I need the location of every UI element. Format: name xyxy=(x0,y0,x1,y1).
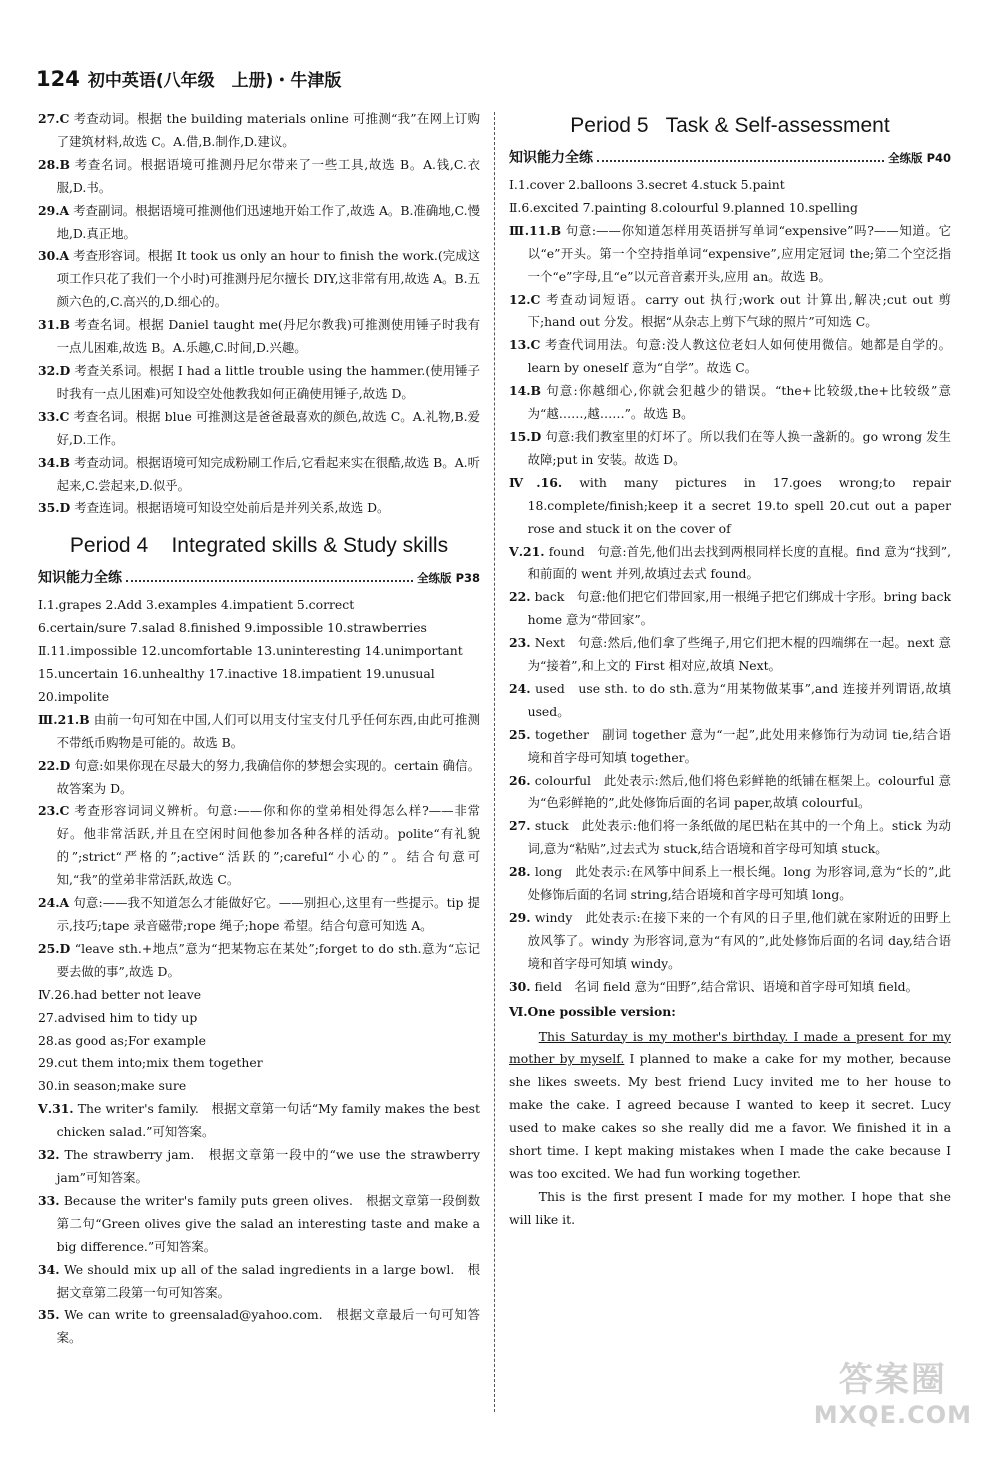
answer-entry xyxy=(509,586,951,632)
answer-text: Because the writer's family puts green olives. 根据文章第一段倒数第二句“Green olives give the salad an interesting taste and make a big difference.”可知答案。 xyxy=(56,1192,480,1254)
answer-line: Ⅱ.6.excited 7.painting 8.colourful 9.planned 10.spelling xyxy=(509,199,858,215)
answer-number: 34.B xyxy=(38,454,71,470)
answer-line: Ⅳ.26.had better not leave xyxy=(38,986,202,1002)
answer-entry xyxy=(38,1190,480,1259)
section-header xyxy=(38,566,480,590)
answer-text: 考查动词。根据语境可知完成粉刷工作后,它看起来实在很酷,故选 B。A.听起来,C.尝起来,D.似乎。 xyxy=(56,454,480,493)
answer-entry xyxy=(509,472,951,541)
answer-entry xyxy=(38,314,480,360)
answer-text: 考查名词。根据语境可推测丹尼尔带来了一些工具,故选 B。A.钱,C.衣服,D.书。 xyxy=(56,156,480,195)
answer-number: 22. xyxy=(509,589,531,605)
answer-number: 25. xyxy=(509,726,531,742)
essay-underlined: This Saturday is my mother's birthday. I made a present for my mother by myself. xyxy=(509,1028,951,1067)
answer-line: 27.advised him to tidy up xyxy=(38,1009,198,1025)
answer-number: 35. xyxy=(38,1307,60,1323)
answer-line: Ⅰ.1.grapes 2.Add 3.examples 4.impatient 5.correct xyxy=(38,597,355,613)
answer-line: 30.in season;make sure xyxy=(38,1078,187,1094)
answer-entry xyxy=(509,289,951,335)
answer-line: 6.certain/sure 7.salad 8.finished 9.impossible 10.strawberries xyxy=(38,620,427,636)
answer-text: stuck 此处表示:他们将一条纸做的尾巴粘在其中的一个角上。stick 为动词,意为“粘贴”,过去式为 stuck,结合语境和首字母可知填 stuck。 xyxy=(527,818,951,857)
answer-text: long 此处表示:在风筝中间系上一根长绳。long 为形容词,意为“长的”,此处修饰后面的名词 string,结合语境和首字母可知填 long。 xyxy=(527,864,951,903)
answer-text: The writer's family. 根据文章第一句话“My family makes the best chicken salad.”可知答案。 xyxy=(56,1101,480,1140)
answer-text: “leave sth.+地点”意为“把某物忘在某处”;forget to do sth.意为“忘记要去做的事”,故选 D。 xyxy=(56,940,480,979)
essay-label: Ⅵ.One possible version: xyxy=(509,1003,676,1019)
answer-text: 由前一句可知在中国,人们可以用支付宝支付几乎任何东西,由此可推测不带纸币购物是可能的。故选 B。 xyxy=(56,711,480,750)
answer-entry xyxy=(38,406,480,452)
answer-number: Ⅲ.21.B xyxy=(38,711,90,727)
answer-text: The strawberry jam. 根据文章第一段中的“we use the strawberry jam”可知答案。 xyxy=(56,1147,480,1185)
reading-answers xyxy=(38,1098,480,1350)
answer-line: 28.as good as;For example xyxy=(38,1032,206,1048)
answer-entry xyxy=(509,334,951,380)
answer-entry xyxy=(38,1098,480,1144)
answer-text: windy 此处表示:在接下来的一个有风的日子里,他们就在家附近的田野上放风筝了。windy 为形容词,意为“有风的”,此处修饰后面的名词 day,结合语境和首字母可知填 windy。 xyxy=(527,910,951,971)
answer-entry xyxy=(38,497,480,520)
answer-number: 25.D xyxy=(38,940,71,956)
answer-text: 考查名词。根据 blue 可推测这是爸爸最喜欢的颜色,故选 C。A.礼物,B.爱好,D.工作。 xyxy=(56,408,480,447)
answer-number: 24. xyxy=(509,680,531,696)
answer-text: 句意:如果你现在尽最大的努力,我确信你的梦想会实现的。certain 确信。故答案为 D。 xyxy=(56,757,480,796)
essay-paragraph: This is the first present I made for my mother. I hope that she will like it. xyxy=(509,1188,951,1227)
answer-entry xyxy=(38,245,480,314)
answer-entry xyxy=(509,724,951,770)
answer-number: 30.A xyxy=(38,248,70,264)
answer-text: 句意:你越细心,你就会犯越少的错误。“the+比较级,the+比较级”意为“越……,越……”。故选 B。 xyxy=(527,383,951,422)
answer-line: Ⅰ.1.cover 2.balloons 3.secret 4.stuck 5.paint xyxy=(509,177,785,192)
answer-text: We can write to greensalad@yahoo.com. 根据文章最后一句可知答案。 xyxy=(56,1307,480,1346)
answer-entry xyxy=(38,1259,480,1305)
page-header xyxy=(36,66,341,91)
answer-number: 26. xyxy=(509,772,531,788)
answer-entry xyxy=(38,452,480,498)
answer-entry xyxy=(509,907,951,976)
section-ref: 全练版 P40 xyxy=(888,151,951,165)
answer-text: colourful 此处表示:然后,他们将色彩鲜艳的纸铺在框架上。colourful 意为“色彩鲜艳的”,此处修饰后面的名词 paper,故填 colourful。 xyxy=(527,772,951,811)
answer-number: 27.C xyxy=(38,111,70,126)
section-ref: 全练版 P38 xyxy=(417,571,480,586)
essay-text: I planned to make a cake for my mother, because she likes sweets. My best friend Lucy invited me to her house to make the cake. I agreed because I wanted to keep it secret. Lucy used to make cakes so she really did me a favor. We finished it in a short time. I kept making mistakes when I made the cake because I was too excited. We had fun working together. xyxy=(509,1051,951,1181)
answer-text: back 句意:他们把它们带回家,用一根绳子把它们绑成十字形。bring back home 意为“带回家”。 xyxy=(527,589,951,628)
answer-number: 22.D xyxy=(38,757,71,773)
left-column xyxy=(38,108,480,1350)
answer-entry xyxy=(38,892,480,938)
answer-number: Ⅴ.31. xyxy=(38,1101,74,1117)
phrase-answers xyxy=(38,984,480,1099)
answer-text: found 句意:首先,他们出去找到两根同样长度的直棍。find 意为“找到”,和前面的 went 并列,故填过去式 found。 xyxy=(527,543,952,582)
answer-number: 35.D xyxy=(38,500,71,516)
answer-number: 13.C xyxy=(509,337,541,353)
answer-number: 32. xyxy=(38,1147,60,1163)
answer-entry xyxy=(38,800,480,892)
answer-entry xyxy=(509,220,951,289)
answer-text: 考查关系词。根据 I had a little trouble using the hammer.(使用锤子时我有一点儿困难)可知设空处他教我如何正确使用锤子,故选 D。 xyxy=(56,362,480,401)
dotted-leader xyxy=(597,160,884,162)
answer-number: 31.B xyxy=(38,317,71,333)
period-4-title: Period 4 Integrated skills & Study skills xyxy=(69,534,449,558)
answer-number: 27. xyxy=(509,818,531,834)
answer-number: Ⅲ.11.B xyxy=(509,222,562,238)
answer-number: 30. xyxy=(509,978,531,994)
section-title: 知识能力全练 xyxy=(509,150,593,166)
answer-entry xyxy=(38,108,480,154)
section-header xyxy=(509,146,951,170)
answer-entry xyxy=(38,1144,480,1190)
answer-entry xyxy=(509,541,951,587)
answer-entry xyxy=(38,200,480,246)
answer-text: 考查名词。根据 Daniel taught me(丹尼尔教我)可推测使用锤子时我有一点儿困难,故选 B。A.乐趣,C.时间,D.兴趣。 xyxy=(56,317,480,356)
answer-entry xyxy=(509,426,951,472)
answer-number: 12.C xyxy=(509,291,541,307)
answer-number: Ⅳ.16. xyxy=(509,474,563,490)
watermark-logo xyxy=(814,1352,972,1429)
answer-entry xyxy=(509,632,951,678)
answer-number: 33. xyxy=(38,1192,60,1208)
answer-entry xyxy=(38,709,480,755)
answer-text: field 名词 field 意为“田野”,结合常识、语境和首字母可知填 field。 xyxy=(534,978,919,994)
answer-number: 23. xyxy=(509,635,531,651)
answer-entry xyxy=(509,678,951,724)
answer-text: used use sth. to do sth.意为“用某物做某事”,and 连接并列谓语,故填 used。 xyxy=(527,680,951,719)
answers-27-35 xyxy=(38,108,480,520)
answer-text: 考查形容词词义辨析。句意:——你和你的堂弟相处得怎么样?——非常好。他非常活跃,并且在空闲时间他参加各种各样的活动。polite“有礼貌的”;strict“严格的”;active“活跃的”;careful“小心的”。结合句意可知,“我”的堂弟非常活跃,故选 C。 xyxy=(56,803,480,888)
answers-11-30 xyxy=(509,220,951,999)
answer-number: 29.A xyxy=(38,202,70,218)
answer-number: 23.C xyxy=(38,803,70,819)
answer-entry xyxy=(509,976,951,999)
right-column xyxy=(509,108,951,1232)
answer-entry xyxy=(38,154,480,200)
answer-entry xyxy=(509,380,951,426)
vocab-answers xyxy=(38,594,480,709)
answer-text: We should mix up all of the salad ingredients in a large bowl. 根据文章第二段第一句可知答案。 xyxy=(56,1261,480,1300)
answer-text: together 副词 together 意为“一起”,此处用来修饰行为动词 tie,结合语境和首字母可知填 together。 xyxy=(527,726,951,765)
answer-number: 29. xyxy=(509,910,531,925)
answer-entry xyxy=(509,815,951,861)
answer-text: Next 句意:然后,他们拿了些绳子,用它们把木棍的四端绑在一起。next 意为“接着”,和上文的 First 相对应,故填 Next。 xyxy=(527,635,951,674)
answer-number: 15.D xyxy=(509,428,542,444)
period-5-title: Period 5 Task & Self-assessment xyxy=(570,114,890,137)
answer-line: 29.cut them into;mix them together xyxy=(38,1055,263,1071)
answer-text: 句意:我们教室里的灯坏了。所以我们在等人换一盏新的。go wrong 发生故障;put in 安装。故选 D。 xyxy=(527,428,951,467)
book-title: 初中英语(八年级 上册)・牛津版 xyxy=(87,71,342,91)
choice-answers xyxy=(38,709,480,984)
page-number: 124 xyxy=(36,67,80,91)
answer-text: 考查动词。根据 the building materials online 可推测“我”在网上订购了建筑材料,故选 C。A.借,B.制作,D.建议。 xyxy=(56,111,480,149)
answer-line: 15.uncertain 16.unhealthy 17.inactive 18.impatient 19.unusual xyxy=(38,666,435,682)
answer-text: with many pictures in 17.goes wrong;to repair 18.complete/finish;keep it a secret 19.to spell 20.cut out a paper rose and stuck it on the cover of xyxy=(527,474,951,536)
answer-number: 32.D xyxy=(38,362,71,378)
answer-number: Ⅴ.21. xyxy=(509,543,545,559)
answer-entry xyxy=(509,861,951,907)
answer-line: 20.impolite xyxy=(38,688,110,704)
section-title: 知识能力全练 xyxy=(38,570,122,587)
answer-text: 句意:——我不知道怎么才能做好它。——别担心,这里有一些提示。tip 提示,技巧;tape 录音磁带;rope 绳子;hope 希望。结合句意可知选 A。 xyxy=(56,895,480,933)
answer-entry xyxy=(38,1304,480,1350)
answer-number: 14.B xyxy=(509,383,542,399)
answer-entry xyxy=(38,938,480,984)
answer-text: 句意:——你知道怎样用英语拼写单词“expensive”吗?——知道。它以“e”开头。第一个空持指单词“expensive”,应用定冠词 the;第二个空泛指一个“e”字母,且“e”以元音音素开头,应用 an。故选 B。 xyxy=(527,222,951,284)
answer-number: 28. xyxy=(509,864,531,880)
essay-paragraph xyxy=(509,1026,951,1186)
column-divider xyxy=(494,112,495,1412)
watermark-mark: 答案圈 xyxy=(838,1360,947,1400)
answer-text: 考查副词。根据语境可推测他们迅速地开始工作了,故选 A。B.准确地,C.慢地,D.真正地。 xyxy=(56,202,480,241)
answer-line: Ⅱ.11.impossible 12.uncomfortable 13.uninteresting 14.unimportant xyxy=(38,643,463,659)
answer-number: 24.A xyxy=(38,895,70,911)
answer-text: 考查形容词。根据 It took us only an hour to finish the work.(完成这项工作只花了我们一个小时)可推测丹尼尔擅长 DIY,这非常有用,故选 A。B.五颜六色的,C.高兴的,D.细心的。 xyxy=(56,248,480,310)
vocab-answers xyxy=(509,174,951,220)
answer-entry xyxy=(38,755,480,801)
dotted-leader xyxy=(126,580,413,582)
answer-text: 考查代词用法。句意:没人教这位老妇人如何使用微信。她都是自学的。learn by oneself 意为“自学”。故选 C。 xyxy=(527,337,951,376)
answer-number: 28.B xyxy=(38,156,71,172)
answer-entry xyxy=(509,770,951,816)
answer-number: 33.C xyxy=(38,408,70,424)
watermark-site: MXQE.COM xyxy=(813,1401,972,1429)
answer-text: 考查动词短语。carry out 执行;work out 计算出,解决;cut out 剪下;hand out 分发。根据“从杂志上剪下气球的照片”可知选 C。 xyxy=(527,291,951,330)
answer-entry xyxy=(38,360,480,406)
answer-number: 34. xyxy=(38,1261,60,1277)
answer-text: 考查连词。根据语境可知设空处前后是并列关系,故选 D。 xyxy=(74,500,390,516)
